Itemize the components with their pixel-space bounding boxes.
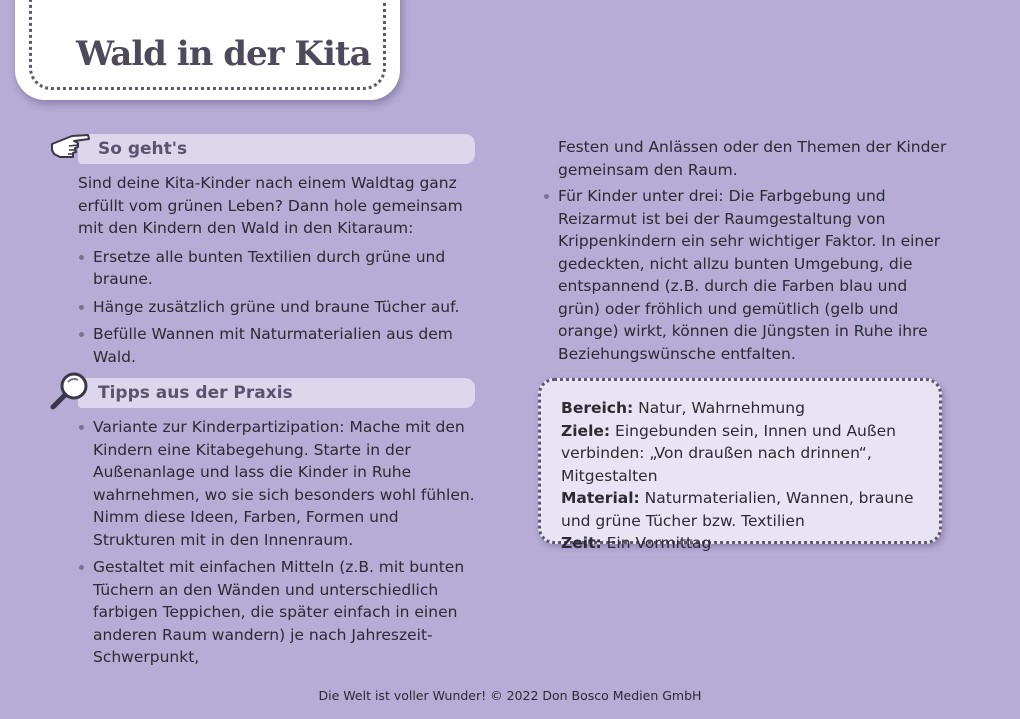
info-box <box>538 378 942 552</box>
so-gehts-list <box>50 246 480 369</box>
info-zeit: Zeit: Ein Vormittag <box>561 534 712 552</box>
magnifier-icon <box>48 374 92 421</box>
list-item: Gestaltet mit einfachen Mitteln (z.B. mit bunten Tüchern an den Wänden und unterschiedlich farbigen Teppichen, die später einfach in einen anderen Raum wandern) je nach Jahreszeit-Schwerpunkt, <box>78 556 480 669</box>
intro-paragraph: Sind deine Kita-Kinder nach einem Waldtag ganz erfüllt vom grünen Leben? Dann hole gemeinsam mit den Kindern den Wald in den Kitaraum: <box>78 174 463 237</box>
list-item: Variante zur Kinderpartizipation: Mache mit den Kindern eine Kitabegehung. Starte in der Außenanlage und lass die Kinder in Ruhe wahrnehmen, wo sie sich besonders wohl fühlen. Nimm diese Ideen, Farben, Formen und Strukturen mit in den Innenraum. <box>78 416 480 551</box>
footer-copyright: Die Welt ist voller Wunder! © 2022 Don Bosco Medien GmbH <box>318 688 702 703</box>
info-bereich: Bereich: Natur, Wahrnehmung <box>561 399 805 417</box>
list-item: Für Kinder unter drei: Die Farbgebung und Reizarmut ist bei der Raumgestaltung von Krippenkindern ein sehr wichtiger Faktor. In einer gedeckten, nicht allzu bunten Umgebung, die entspannend (z.B. durch die Farben blau und grün) oder fröhlich und gemütlich (gelb und orange) wirkt, können die Jüngsten in Ruhe ihre Beziehungswünsche entfalten. <box>543 185 950 365</box>
pointing-hand-icon <box>48 130 92 171</box>
section-heading-label: Tipps aus der Praxis <box>98 383 293 403</box>
list-item: Befülle Wannen mit Naturmaterialien aus dem Wald. <box>78 323 480 368</box>
title-card <box>15 0 400 100</box>
section-heading-label: So geht's <box>98 139 188 159</box>
list-item: Hänge zusätzlich grüne und braune Tücher auf. <box>78 296 480 319</box>
page-title: Wald in der Kita <box>76 34 371 74</box>
list-item: Ersetze alle bunten Textilien durch grüne und braune. <box>78 246 480 291</box>
right-list <box>540 185 950 365</box>
right-column <box>540 136 950 370</box>
tipps-list <box>50 416 480 669</box>
section-heading-so-gehts <box>50 130 480 162</box>
left-column <box>50 130 480 674</box>
info-ziele: Ziele: Eingebunden sein, Innen und Außen verbinden: „Von draußen nach drinnen“, Mitgestalten <box>561 421 897 485</box>
continued-paragraph: Festen und Anlässen oder den Themen der Kinder gemeinsam den Raum. <box>558 138 947 179</box>
info-material: Material: Naturmaterialien, Wannen, braune und grüne Tücher bzw. Textilien <box>561 489 914 530</box>
section-heading-tipps <box>50 374 480 406</box>
